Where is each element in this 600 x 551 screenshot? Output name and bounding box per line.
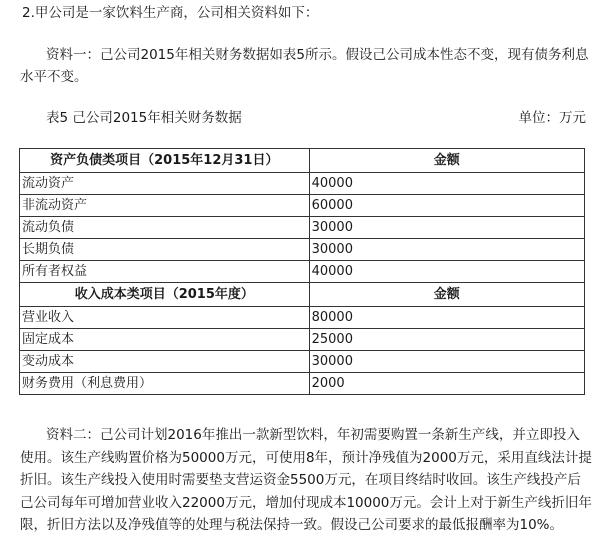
table-row — [20, 307, 585, 329]
table-header-cell: 金额 — [309, 149, 584, 173]
table-cell-item: 变动成本 — [20, 351, 310, 373]
table-row — [20, 261, 585, 283]
table-header-cell: 收入成本类项目（2015年度） — [20, 283, 310, 307]
table-row — [20, 173, 585, 195]
financial-data-table — [19, 148, 585, 395]
table-cell-item: 流动资产 — [20, 173, 310, 195]
table-cell-item: 非流动资产 — [20, 195, 310, 217]
table-row — [20, 195, 585, 217]
balance-header-row — [20, 149, 585, 173]
table-row — [20, 351, 585, 373]
material-one-paragraph: 资料一：己公司2015年相关财务数据如表5所示。假设己公司成本性态不变，现有债务利息水平不变。 — [20, 47, 589, 85]
table-cell-item: 营业收入 — [20, 307, 310, 329]
table-cell-amount: 80000 — [309, 307, 584, 329]
table-row — [20, 329, 585, 351]
table-cell-amount: 25000 — [309, 329, 584, 351]
income-header-row — [20, 283, 585, 307]
table-unit: 单位：万元 — [518, 110, 586, 126]
table-title: 表5 己公司2015年相关财务数据 — [46, 110, 242, 126]
table-row — [20, 373, 585, 395]
table-caption-row — [20, 107, 590, 129]
table-cell-amount: 30000 — [309, 239, 584, 261]
table-cell-item: 所有者权益 — [20, 261, 310, 283]
table-cell-item: 财务费用（利息费用） — [20, 373, 310, 395]
table-cell-item: 长期负债 — [20, 239, 310, 261]
table-cell-amount: 30000 — [309, 351, 584, 373]
table-row — [20, 239, 585, 261]
table-cell-amount: 2000 — [309, 373, 584, 395]
table-cell-amount: 30000 — [309, 217, 584, 239]
material-two-paragraph: 资料二：己公司计划2016年推出一款新型饮料，年初需要购置一条新生产线，并立即投入使用。该生产线购置价格为50000万元，可使用8年，预计净残值为2000万元，采用直线法计提折旧。该生产线投入使用时需要垫支营运资金5500万元，在项目终结时收回。该生产线投产后己公司每年可增加营业收入22000万元，增加付现成本10000万元。会计上对于新生产线折旧年限，折旧方法以及净残值等的处理与税法保持一致。假设己公司要求的最低报酬率为10%。 — [20, 427, 592, 533]
table-cell-amount: 40000 — [309, 261, 584, 283]
table-cell-item: 固定成本 — [20, 329, 310, 351]
question-intro: 2.甲公司是一家饮料生产商，公司相关资料如下： — [22, 5, 319, 21]
table-header-cell: 金额 — [309, 283, 584, 307]
table-cell-amount: 60000 — [309, 195, 584, 217]
table-header-cell: 资产负债类项目（2015年12月31日） — [20, 149, 310, 173]
table-cell-amount: 40000 — [309, 173, 584, 195]
table-cell-item: 流动负债 — [20, 217, 310, 239]
table-row — [20, 217, 585, 239]
